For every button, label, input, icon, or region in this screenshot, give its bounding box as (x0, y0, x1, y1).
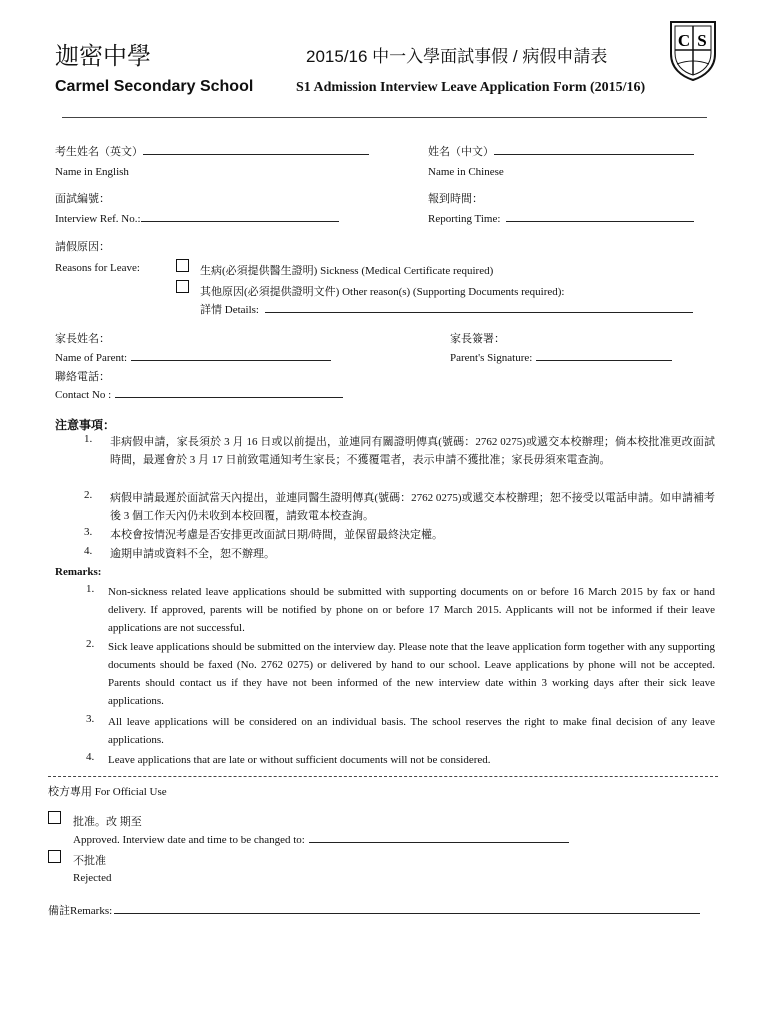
form-title-en: S1 Admission Interview Leave Application Form (2015/16) (296, 80, 646, 95)
official-remarks-label: 備註Remarks: (48, 905, 113, 917)
reporting-time-label: Reporting Time: (428, 213, 501, 225)
note-cn-number-4: 4. (84, 545, 93, 557)
note-cn-number-2: 2. (84, 489, 93, 501)
remark-number-2: 2. (86, 638, 95, 650)
parent-name-input[interactable] (131, 350, 331, 361)
school-name-en: Carmel Secondary School (55, 78, 254, 95)
name-english-label: Name in English (55, 166, 129, 178)
remarks-heading: Remarks: (55, 566, 102, 578)
sickness-option-label: 生病(必須提供醫生證明) Sickness (Medical Certificate required) (200, 265, 494, 277)
contact-label-cn: 聯絡電話： (55, 371, 110, 383)
official-remarks-row (48, 902, 700, 918)
remark-item-2: Sick leave applications should be submitted on the interview day. Please note that the leave application form together with any supporting documents should be faxed (No. 2762 0275) or delivered by hand to our school. Leave applications by phone will not be accepted. Parents should contact us if they have not been informed of the new interview date within 3 working days after their sick leave applications. (108, 641, 715, 707)
details-row (200, 301, 693, 317)
crest-letter-c: C (677, 31, 691, 50)
official-remarks-input[interactable] (114, 903, 700, 914)
parent-signature-label-cn: 家長簽署： (450, 333, 505, 345)
approved-date-input[interactable] (309, 832, 569, 843)
name-english-row (55, 143, 369, 159)
ref-no-label-cn: 面試編號： (55, 193, 110, 205)
parent-signature-label: Parent's Signature: (450, 352, 533, 364)
remark-number-1: 1. (86, 583, 95, 595)
name-english-label-cn: 考生姓名（英文） (55, 146, 143, 158)
approved-label-cn: 批准。改 期至 (73, 816, 142, 828)
note-cn-number-1: 1. (84, 433, 93, 445)
note-cn-item-1: 非病假申請，家長須於 3 月 16 日或以前提出，並連同有關證明傳真(號碼：2762 0275)或遞交本校辦理；倘本校批准更改面試時間，最遲會於 3 月 17 日前致電通知考生家長；不獲覆電者，表示申請不獲批准；家長毋須來電查詢。 (110, 436, 715, 466)
other-reason-option-label: 其他原因(必須提供證明文件) Other reason(s) (Supporting Documents required): (200, 286, 565, 298)
details-input[interactable] (265, 302, 693, 313)
remark-item-3: All leave applications will be considered on an individual basis. The school reserves the right to make final decision of any leave applications. (108, 716, 715, 746)
contact-row (55, 387, 343, 401)
name-english-input[interactable] (143, 144, 369, 155)
name-chinese-label: Name in Chinese (428, 166, 504, 178)
rejected-checkbox[interactable] (48, 850, 61, 863)
notes-heading-cn: 注意事項： (55, 418, 116, 432)
note-cn-number-3: 3. (84, 526, 93, 538)
reason-label-cn: 請假原因： (55, 241, 110, 253)
remark-number-3: 3. (86, 713, 95, 725)
reporting-time-label-cn: 報到時間： (428, 193, 483, 205)
ref-no-label: Interview Ref. No.: (55, 213, 141, 225)
note-cn-item-4: 逾期申請或資料不全，恕不辦理。 (110, 548, 275, 560)
remark-item-4: Leave applications that are late or without sufficient documents will not be considered. (108, 754, 491, 766)
remark-number-4: 4. (86, 751, 95, 763)
name-chinese-label-cn: 姓名（中文） (428, 146, 494, 158)
form-title-cn: 2015/16 中一入學面試事假 / 病假申請表 (306, 47, 608, 66)
other-reason-checkbox[interactable] (176, 280, 189, 293)
parent-name-label: Name of Parent: (55, 352, 128, 364)
approved-label: Approved. Interview date and time to be changed to: (73, 834, 305, 846)
note-cn-item-3: 本校會按情況考慮是否安排更改面試日期/時間，並保留最終決定權。 (110, 529, 444, 541)
parent-name-row (55, 350, 331, 364)
name-chinese-input[interactable] (494, 144, 694, 155)
school-name-cn: 迦密中學 (55, 43, 151, 70)
reporting-time-input[interactable] (506, 211, 694, 222)
school-crest-icon (667, 18, 719, 82)
rejected-label-cn: 不批准 (73, 855, 106, 867)
parent-signature-row (450, 350, 672, 364)
name-chinese-row (428, 143, 694, 159)
header-divider (62, 117, 707, 118)
ref-no-row (55, 211, 339, 225)
parent-name-label-cn: 家長姓名： (55, 333, 110, 345)
contact-label: Contact No : (55, 389, 112, 401)
reporting-time-row (428, 211, 694, 225)
note-cn-item-2: 病假申請最遲於面試當天內提出，並連同醫生證明傳真(號碼：2762 0275)或遞交本校辦理；恕不接受以電話申請。如申請補考後 3 個工作天內仍未收到本校回覆，請致電本校查詢。 (110, 492, 715, 522)
details-label: 詳情 Details: (200, 304, 259, 316)
ref-no-input[interactable] (141, 211, 339, 222)
rejected-label: Rejected (73, 872, 112, 884)
approved-row (73, 832, 569, 846)
remark-item-1: Non-sickness related leave applications should be submitted with supporting documents on or before 16 March 2015 by fax or hand delivery. If approved, parents will be notified by phone on or before 17 March 2015. Applicants will not be informed if their leave applications are not successful. (108, 586, 715, 634)
approved-checkbox[interactable] (48, 811, 61, 824)
contact-input[interactable] (115, 387, 343, 398)
reason-label: Reasons for Leave: (55, 262, 140, 274)
crest-letter-s: S (697, 31, 707, 50)
sickness-checkbox[interactable] (176, 259, 189, 272)
official-divider (48, 776, 718, 777)
parent-signature-input[interactable] (536, 350, 672, 361)
official-use-title: 校方專用 For Official Use (48, 786, 167, 798)
